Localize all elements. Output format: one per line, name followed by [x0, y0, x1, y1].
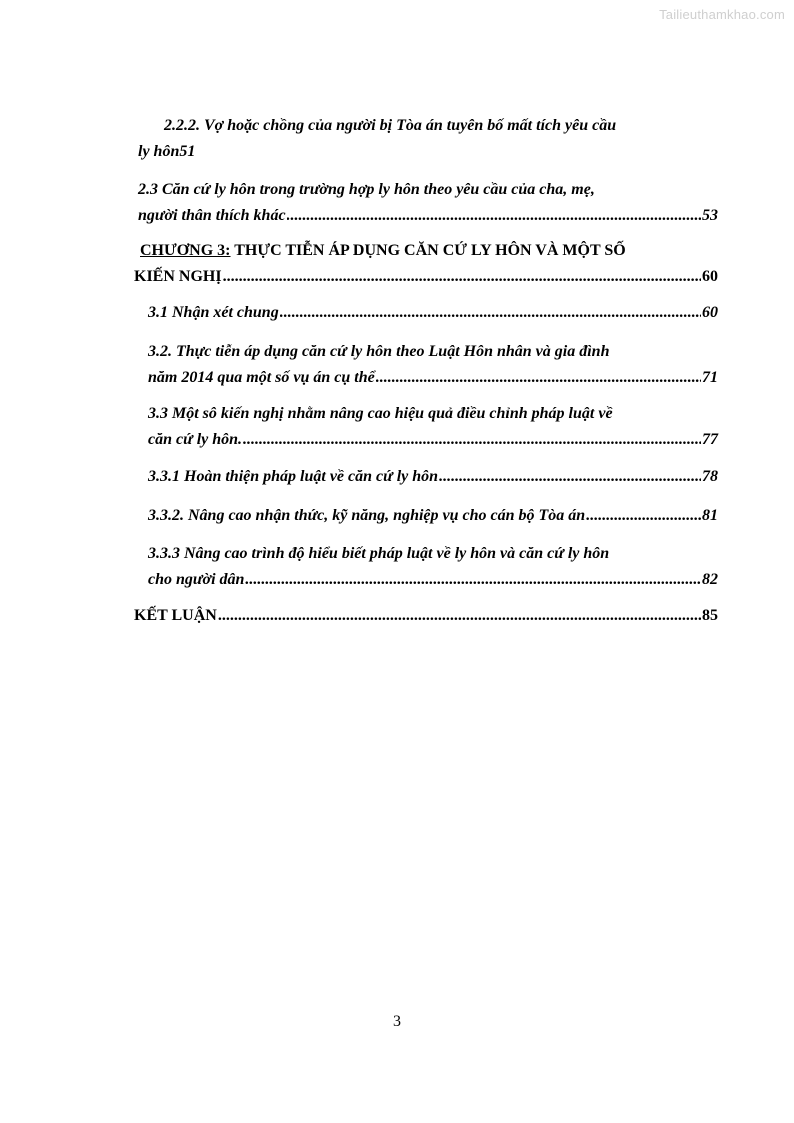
dot-leader — [287, 203, 701, 229]
toc-entry-title-line2: năm 2014 qua một số vụ án cụ thể ..... 71 — [148, 365, 718, 391]
toc-entry-3-1[interactable] — [148, 300, 718, 326]
dot-leader — [243, 427, 701, 453]
chapter-prefix: CHƯƠNG 3: — [140, 242, 231, 259]
toc-entry-title-line1: 3.3 Một sô kiến nghị nhằm nâng cao hiệu quả điều chỉnh pháp luật về — [148, 405, 613, 422]
toc-entry-title-line1: 3.3.2. Nâng cao nhận thức, kỹ năng, nghiệp vụ cho cán bộ Tòa án ..... 81 — [148, 503, 718, 529]
toc-entry-3-3[interactable] — [148, 401, 718, 453]
toc-page-number: 85 — [702, 607, 718, 624]
toc-entry-3-3-1[interactable] — [148, 464, 718, 490]
toc-entry-title-line2: KIẾN NGHỊ ..... 60 — [134, 264, 718, 290]
toc-entry-title-line1: 2.2.2. Vợ hoặc chồng của người bị Tòa án tuyên bố mất tích yêu cầu — [164, 117, 617, 134]
toc-page-number: 77 — [702, 431, 718, 448]
toc-page-number: 82 — [702, 571, 718, 588]
toc-page-number: 60 — [702, 268, 718, 285]
toc-entry-title-line1: 2.3 Căn cứ ly hôn trong trường hợp ly hôn theo yêu cầu của cha, mẹ, — [138, 181, 595, 198]
dot-leader — [586, 503, 701, 529]
dot-leader — [245, 567, 701, 593]
page-number: 3 — [393, 1013, 401, 1030]
toc-entry-title-line1: 3.2. Thực tiễn áp dụng căn cứ ly hôn theo Luật Hôn nhân và gia đình — [148, 343, 610, 360]
toc-page-number: 81 — [702, 507, 718, 524]
toc-entry-3-3-2[interactable] — [148, 503, 718, 529]
toc-entry-ket-luan[interactable] — [134, 603, 718, 629]
toc-entry-3-2[interactable] — [148, 339, 718, 391]
toc-page-number: 53 — [702, 207, 718, 224]
dot-leader — [280, 300, 701, 326]
toc-entry-2-2-2[interactable] — [138, 113, 718, 165]
toc-entry-chuong-3[interactable] — [134, 238, 718, 290]
dot-leader — [218, 603, 701, 629]
toc-entry-title-line1: CHƯƠNG 3: THỰC TIỄN ÁP DỤNG CĂN CỨ LY HÔN VÀ MỘT SỐ — [134, 238, 718, 264]
dot-leader — [439, 464, 701, 490]
toc-entry-2-3[interactable] — [138, 177, 718, 229]
toc-entry-title-line1: 3.3.1 Hoàn thiện pháp luật về căn cứ ly hôn ..... 78 — [148, 464, 718, 490]
toc-entry-title-line1: KẾT LUẬN ..... 85 — [134, 603, 718, 629]
dot-leader — [376, 365, 701, 391]
toc-page-number: 71 — [702, 369, 718, 386]
toc-entry-title-line2: căn cứ ly hôn. ..... 77 — [148, 427, 718, 453]
toc-entry-title-line1: 3.3.3 Nâng cao trình độ hiểu biết pháp luật về ly hôn và căn cứ ly hôn — [148, 545, 610, 562]
toc-entry-title-line1: 3.1 Nhận xét chung ..... 60 — [148, 300, 718, 326]
toc-entry-title-line2: cho người dân ..... 82 — [148, 567, 718, 593]
toc-entry-title-line2: người thân thích khác ..... 53 — [138, 203, 718, 229]
dot-leader — [223, 264, 701, 290]
toc-entry-title-line2: ly hôn51 — [138, 143, 196, 160]
toc-entry-3-3-3[interactable] — [148, 541, 718, 593]
watermark: Tailieuthamkhao.com — [659, 7, 785, 22]
toc-page-number: 78 — [702, 468, 718, 485]
toc-page-number: 60 — [702, 304, 718, 321]
